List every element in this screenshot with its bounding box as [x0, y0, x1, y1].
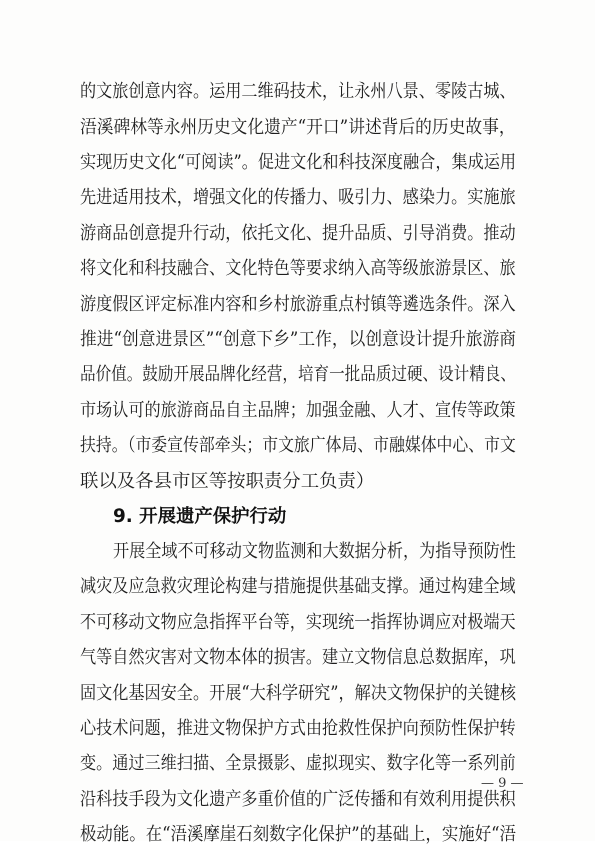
paragraph-line: 游度假区评定标准内容和乡村旅游重点村镇等遴选条件。深入: [80, 294, 516, 315]
paragraph-line: 减灾及应急救灾理论构建与措施提供基础支撑。通过构建全域: [80, 576, 516, 598]
paragraph-line: 将文化和科技融合、文化特色等要求纳入高等级旅游景区、旅: [80, 258, 516, 279]
paragraph-line: 气等自然灾害对文物本体的损害。建立文物信息总数据库，巩: [80, 647, 516, 669]
paragraph-line: 的文旅创意内容。运用二维码技术，让永州八景、零陵古城、: [80, 81, 516, 102]
paragraph-line: 推进“创意进景区”“创意下乡”工作，以创意设计提升旅游商: [80, 329, 516, 350]
paragraph-line: 沿科技手段为文化遗产多重价值的广泛传播和有效利用提供积: [80, 788, 516, 810]
section-heading: 9. 开展遗产保护行动: [113, 506, 287, 527]
paragraph-line: 变。通过三维扫描、全景摄影、虚拟现实、数字化等一系列前: [80, 753, 516, 775]
paragraph-line: 实现历史文化“可阅读”。促进文化和科技深度融合，集成运用: [80, 152, 516, 173]
paragraph-line: 联以及各县市区等按职责分工负责）: [80, 471, 375, 492]
paragraph-line: 市场认可的旅游商品自主品牌；加强金融、人才、宣传等政策: [80, 400, 516, 421]
paragraph-line: 游商品创意提升行动，依托文化、提升品质、引导消费。推动: [80, 223, 516, 244]
paragraph-line: 固文化基因安全。开展“大科学研究”，解决文物保护的关键核: [80, 682, 516, 704]
paragraph-line: 浯溪碑林等永州历史文化遗产“开口”讲述背后的历史故事，: [80, 117, 516, 138]
paragraph-line: 心技术问题，推进文物保护方式由抢救性保护向预防性保护转: [80, 718, 516, 739]
page-number: — 9 —: [481, 776, 524, 791]
paragraph-line: 不可移动文物应急指挥平台等，实现统一指挥协调应对极端天: [80, 611, 516, 633]
paragraph-line: 先进适用技术，增强文化的传播力、吸引力、感染力。实施旅: [80, 187, 516, 208]
paragraph-line: 极动能。在“浯溪摩崖石刻数字化保护”的基础上，实施好“浯: [80, 824, 516, 846]
paragraph-line: 开展全域不可移动文物监测和大数据分析，为指导预防性: [113, 541, 516, 562]
paragraph-line: 品价值。鼓励开展品牌化经营，培育一批品质过硬、设计精良、: [80, 364, 516, 385]
paragraph-line: 扶持。（市委宣传部牵头；市文旅广体局、市融媒体中心、市文: [80, 435, 516, 456]
